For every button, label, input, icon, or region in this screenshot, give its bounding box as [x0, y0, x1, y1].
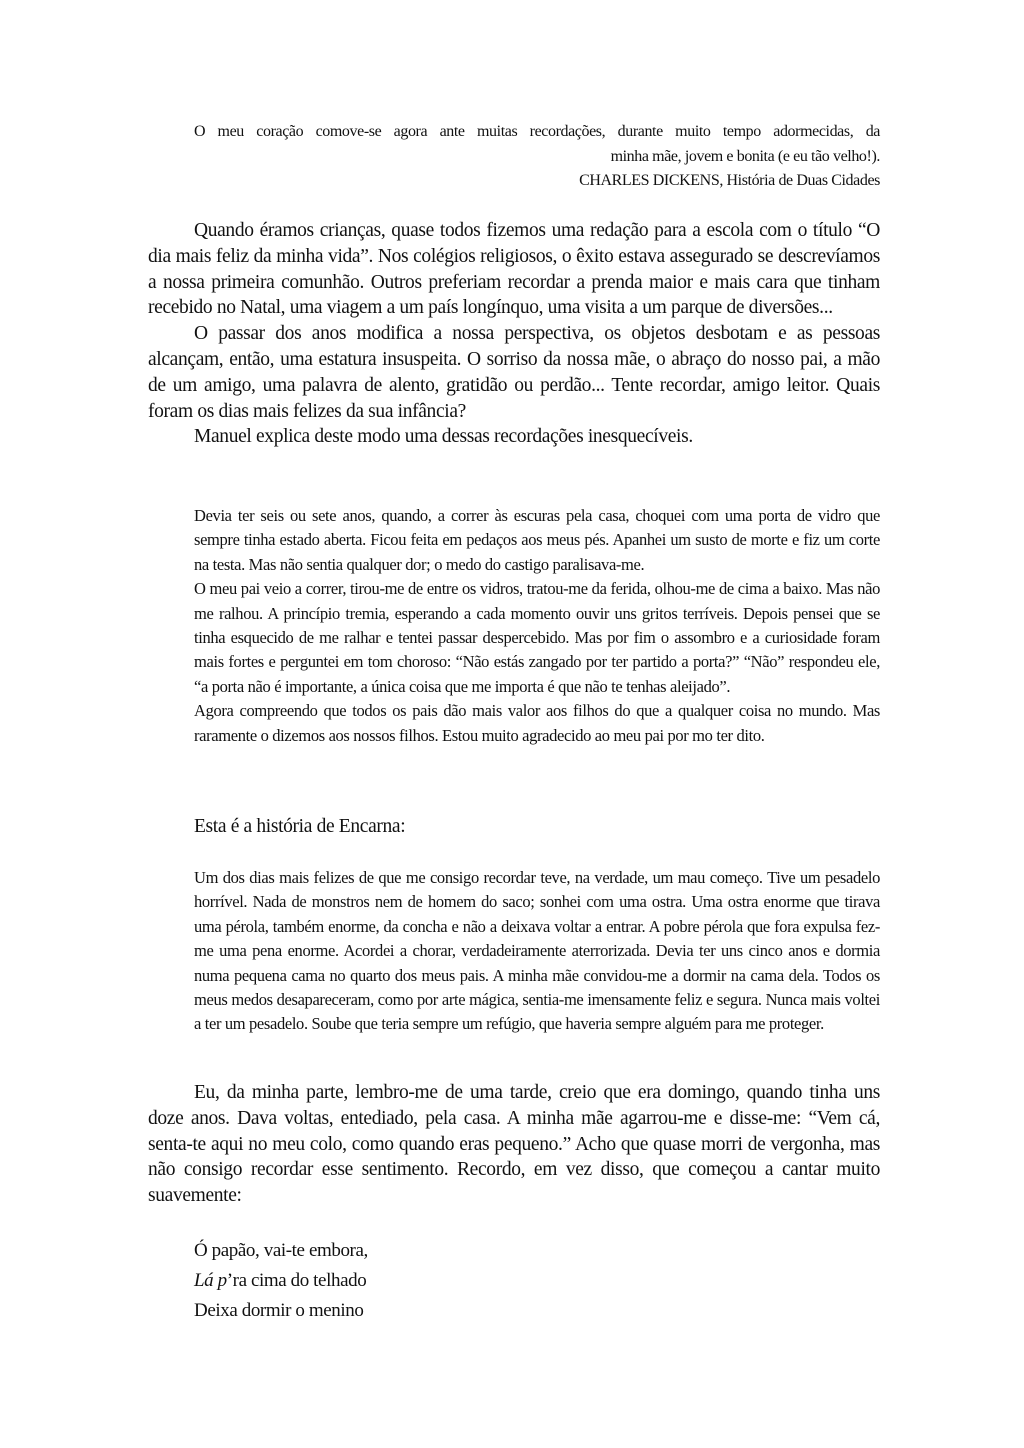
poem-line-2-rest: ’ra cima do telhado: [226, 1270, 367, 1291]
poem-line-2-italic: Lá p: [194, 1270, 227, 1291]
encarna-quote-paragraph: Um dos dias mais felizes de que me consigo recordar teve, na verdade, um mau começo. Tive um pesadelo horrível. Nada de monstros nem de homem do saco; sonhei com uma ostra. Uma ostra enorme que tirava uma pérola, também enorme, da concha e não a deixava voltar a entrar. A pobre pérola que fora expulsa fez-me uma pena enorme. Acordei a chorar, verdadeiramente aterrorizada. Devia ter uns cinco anos e dormia numa pequena cama no quarto dos meus pais. A minha mãe convidou-me a dormir na cama dela. Todos os meus medos desapareceram, como por arte mágica, sentia-me imensamente feliz e segura. Nunca mais voltei a ter um pesadelo. Soube que teria sempre um refúgio, que haveria sempre alguém para me proteger.: [194, 868, 880, 1034]
intro-text: [148, 218, 880, 450]
manuel-quote-paragraph-1: Devia ter seis ou sete anos, quando, a correr às escuras pela casa, choquei com uma porta de vidro que sempre tinha estado aberta. Ficou feita em pedaços aos meus pés. Apanhei um susto de morte e fiz um corte na testa. Mas não sentia qualquer dor; o medo do castigo paralisava-me.: [194, 506, 880, 574]
epigraph: [194, 120, 880, 194]
epigraph-attribution: CHARLES DICKENS, História de Duas Cidades: [579, 172, 880, 189]
manuel-quote: [194, 504, 880, 748]
poem-line-1: Ó papão, vai-te embora,: [194, 1240, 368, 1261]
manuel-quote-paragraph-3: Agora compreendo que todos os pais dão mais valor aos filhos do que a qualquer coisa no mundo. Mas raramente o dizemos aos nossos filhos. Estou muito agradecido ao meu pai por mo ter dito.: [194, 701, 880, 745]
encarna-quote: [194, 866, 880, 1037]
epigraph-line-2: minha mãe, jovem e bonita (e eu tão velho!).: [610, 147, 880, 165]
intro-paragraph-2: O passar dos anos modifica a nossa perspectiva, os objetos desbotam e as pessoas alcançam, então, uma estatura insuspeita. O sorriso da nossa mãe, o abraço do nosso pai, a mão de um amigo, uma palavra de alento, gratidão ou perdão... Tente recordar, amigo leitor. Quais foram os dias mais felizes da sua infância?: [148, 323, 880, 422]
poem-line-3: Deixa dormir o menino: [194, 1300, 364, 1321]
intro-paragraph-3: Manuel explica deste modo uma dessas recordações inesquecíveis.: [194, 426, 693, 448]
author-memory: [148, 1080, 880, 1209]
manuel-quote-paragraph-2: O meu pai veio a correr, tirou-me de entre os vidros, tratou-me da ferida, olhou-me de cima a baixo. Mas não me ralhou. A princípio tremia, esperando a cada momento ouvir uns gritos terríveis. Depois pensei que se tinha esquecido de me ralhar e tentei passar despercebido. Mas por fim o assombro e a curiosidade foram mais fortes e perguntei em tom choroso: “Não estás zangado por ter partido a porta?” “Não” respondeu ele, “a porta não é importante, a única coisa que me importa é que não te tenhas aleijado”.: [194, 579, 880, 696]
author-memory-paragraph: Eu, da minha parte, lembro-me de uma tarde, creio que era domingo, quando tinha uns doze anos. Dava voltas, entediado, pela casa. A minha mãe agarrou-me e disse-me: “Vem cá, senta-te aqui no meu colo, como quando eras pequeno.” Acho que quase morri de vergonha, mas não consigo recordar esse sentimento. Recordo, em vez disso, que começou a cantar muito suavemente:: [148, 1082, 880, 1207]
encarna-intro: Esta é a história de Encarna:: [194, 816, 406, 837]
poem: [194, 1236, 368, 1326]
intro-paragraph-1: Quando éramos crianças, quase todos fizemos uma redação para a escola com o título “O dia mais feliz da minha vida”. Nos colégios religiosos, o êxito estava assegurado se descrevíamos a nossa primeira comunhão. Outros preferiam recordar a prenda maior e mais cara que tinham recebido no Natal, uma viagem a um país longínquo, uma visita a um parque de diversões...: [148, 220, 880, 319]
epigraph-line-1: O meu coração comove-se agora ante muitas recordações, durante muito tempo adormecidas, da: [194, 123, 880, 140]
poem-line-2: [194, 1266, 368, 1296]
